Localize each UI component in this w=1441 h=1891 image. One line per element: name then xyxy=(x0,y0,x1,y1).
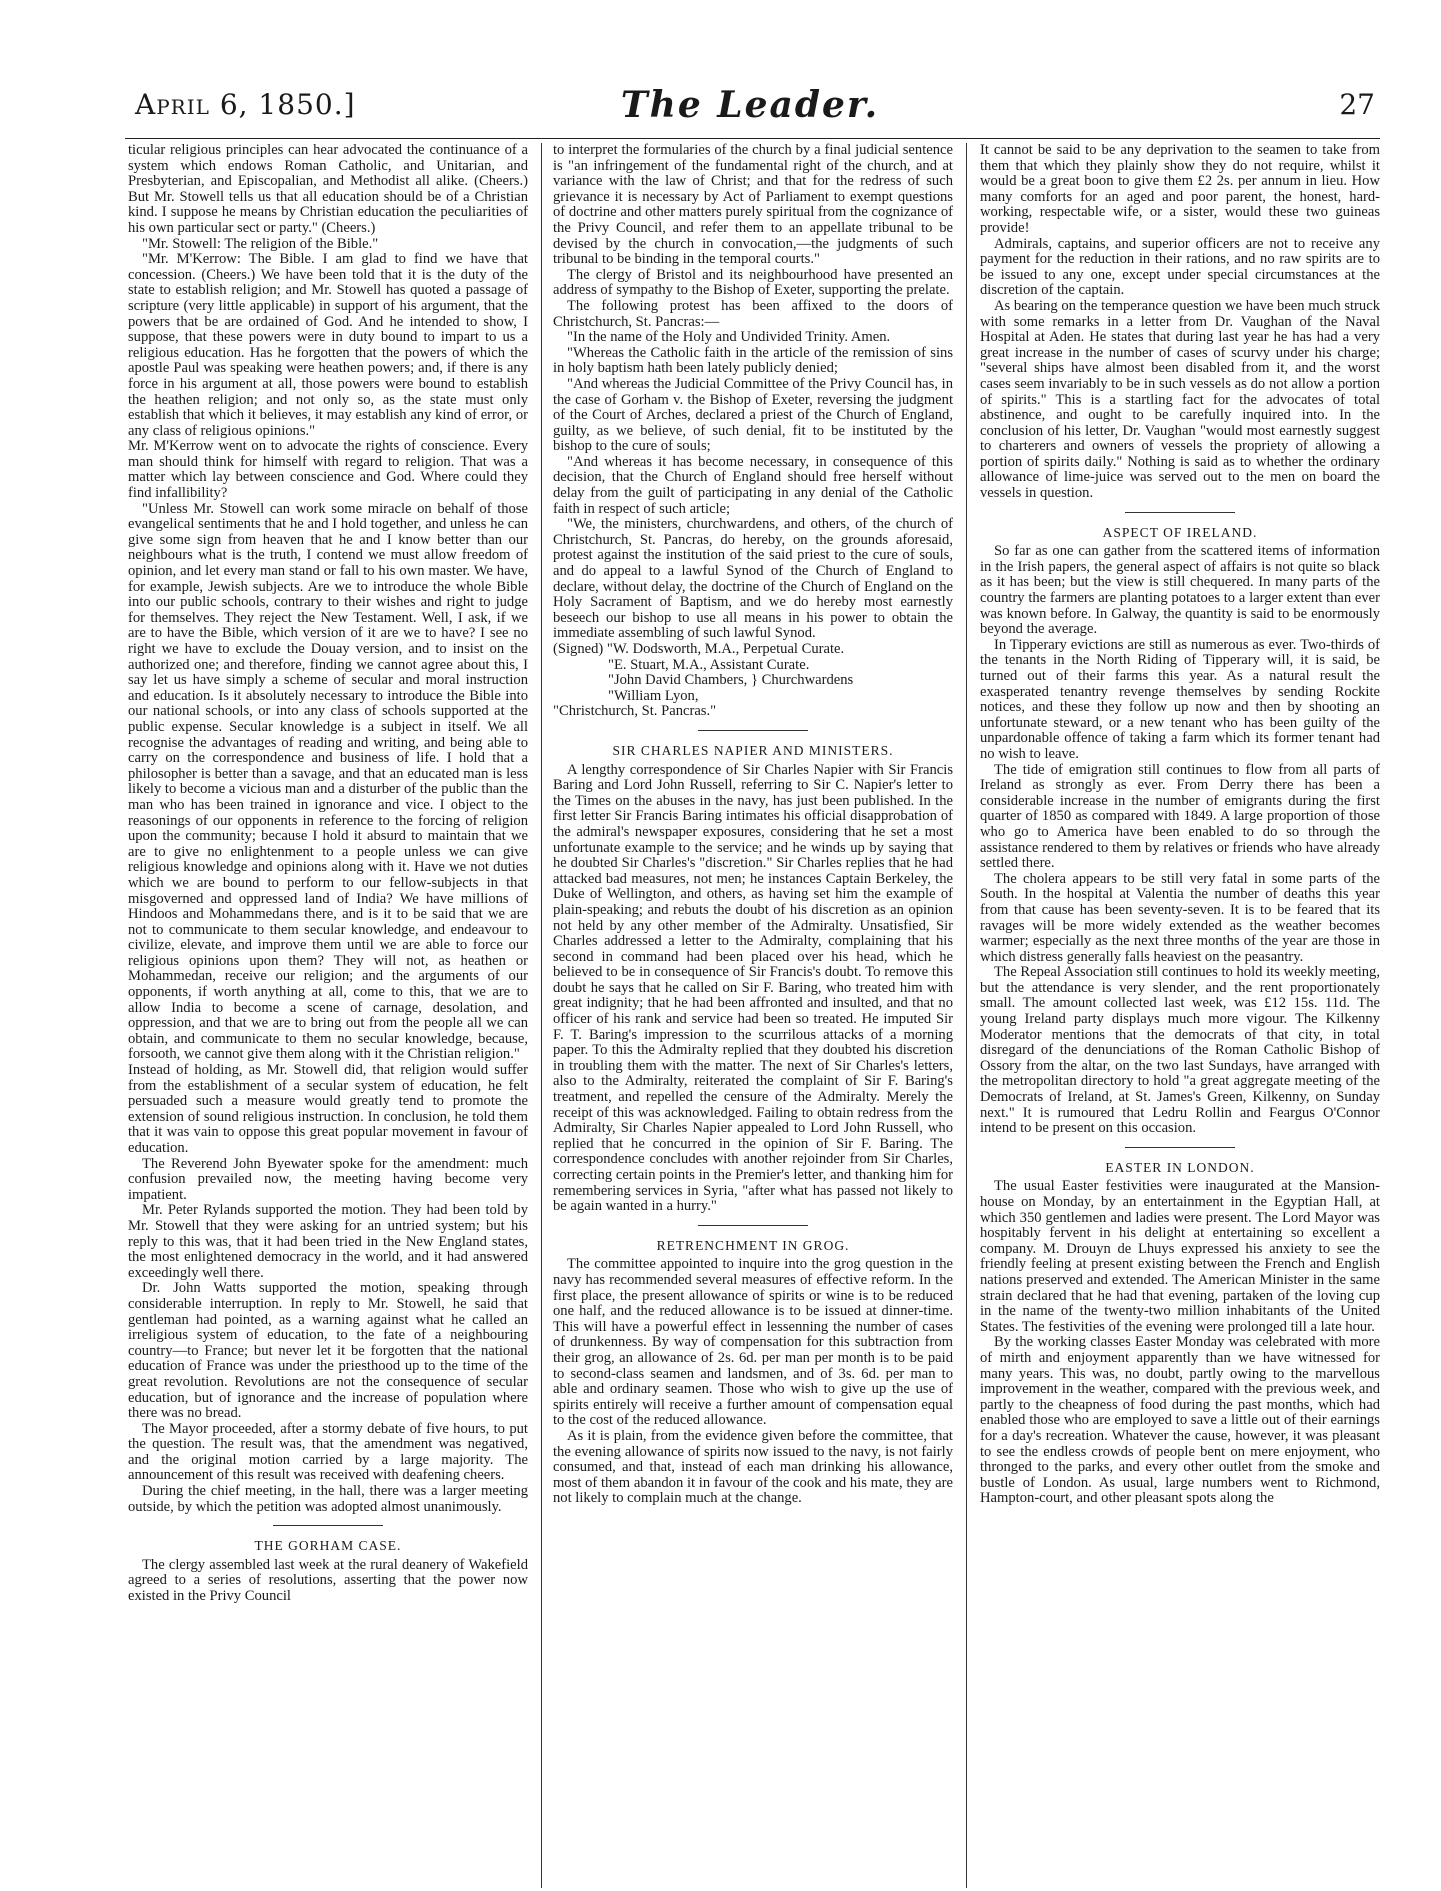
paragraph: The tide of emigration still continues to flow from all parts of Ireland as strongly as ever. From Derry there has been a considerable increase in the number of emigrants during the first quarter of 1850 as compared with 1849. A large proportion of those who go to America have been enabled to do so through the assistance rendered to them by relatives or friends who have already settled there. xyxy=(980,761,1380,872)
paragraph: As it is plain, from the evidence given before the committee, that the evening allowance of spirits now issued to the navy, is not fairly consumed, and that, instead of each man drinking his allowance, most of them abandon it in favour of the cook and his mate, they are not likely to complain much at the change. xyxy=(553,1427,953,1507)
paragraph: The Mayor proceeded, after a stormy debate of five hours, to put the question. The result was, that the amendment was negatived, and the original motion carried by a large majority. The announcement of this result was received with deafening cheers. xyxy=(128,1420,528,1484)
paragraph: The clergy assembled last week at the rural deanery of Wakefield agreed to a series of resolutions, asserting that the power now existed in the Privy Council xyxy=(128,1556,528,1605)
paragraph: Dr. John Watts supported the motion, speaking through considerable interruption. In reply to Mr. Stowell, he said that gentleman had pointed, as a warning against what he called an irreligious system of education, to the fate of a neighbouring country—to France; but never let it be forgotten that the national education of France was under the priesthood up to the time of the great revolution. Revolutions are not the consequence of secular education, but of ignorance and the increase of population where there was no bread. xyxy=(128,1280,528,1422)
paragraph: to interpret the formularies of the church by a final judicial sentence is "an infringement of the fundamental right of the church, and at variance with the law of Christ; and that for the redress of such grievance it is necessary by Act of Parliament to exempt questions of doctrine and other matters purely spiritual from the cognizance of the Privy Council, and refer them to an appellate tribunal to be devised by the church in convocation,—the judgments of such tribunal to be binding in the temporal courts." xyxy=(553,143,953,268)
paragraph: ticular religious principles can hear advocated the continuance of a system which endows Roman Catholic, and Unitarian, and Presbyterian, and Episcopalian, and Methodist all alike. (Cheers.) But Mr. Stowell tells us that all education should be of a Christian kind. I suppose he means by Christian education the peculiarities of his own particular sect or party." (Cheers.) xyxy=(128,143,528,236)
section-rule xyxy=(1125,512,1235,513)
section-heading-easter: EASTER IN LONDON. xyxy=(1105,1159,1255,1175)
paragraph: Mr. M'Kerrow went on to advocate the rights of conscience. Every man should think for himself with regard to religion. That was a matter which lay between conscience and God. Where could they find infallibility? xyxy=(128,438,528,502)
signatures xyxy=(553,642,953,720)
signature-line: "E. Stuart, M.A., Assistant Curate. xyxy=(608,656,810,673)
masthead-rule xyxy=(125,138,1380,139)
section-rule xyxy=(1125,1147,1235,1148)
paragraph: In Tipperary evictions are still as numerous as ever. Two-thirds of the tenants in the North Riding of Tipperary will, it is said, be turned out of their farms this year. As a natural result the exasperated tenantry revenge themselves by sending Rockite notices, and these they follow up now and then by shooting an unfortunate steward, or a new tenant who has been guilty of the unpardonable offence of taking a farm which its former tenant had no wish to leave. xyxy=(980,636,1380,762)
section-heading-grog: RETRENCHMENT IN GROG. xyxy=(656,1237,850,1253)
column-2 xyxy=(553,143,953,1883)
section-rule xyxy=(698,1225,808,1226)
paragraph: The following protest has been affixed to the doors of Christchurch, St. Pancras:— xyxy=(553,297,953,330)
paragraph: The usual Easter festivities were inaugurated at the Mansion-house on Monday, by an entertainment in the Egyptian Hall, at which 350 gentlemen and ladies were present. The Lord Mayor was hospitably fervent in his delight at entertaining so excellent a company. M. Drouyn de Lhuys expressed his anxiety to see the friendly feeling at present existing between the French and English nations preserved and extended. The American Minister in the same strain declared that he had that evening, partaken of the loving cup in the name of the twenty-two million inhabitants of the United States. The festivities of the evening were prolonged till a late hour. xyxy=(980,1178,1380,1335)
paragraph: "And whereas it has become necessary, in consequence of this decision, that the Church of England should free herself without delay from the guilt of participating in any denial of the Catholic faith in respect of such article; xyxy=(553,453,953,517)
paragraph: "Whereas the Catholic faith in the article of the remission of sins in holy baptism hath been lately publicly denied; xyxy=(553,344,953,377)
section-heading-napier: SIR CHARLES NAPIER AND MINISTERS. xyxy=(612,742,894,758)
signature-line: (Signed) "W. Dodsworth, M.A., Perpetual Curate. xyxy=(553,641,845,657)
paragraph: "In the name of the Holy and Undivided Trinity. Amen. xyxy=(567,329,891,346)
paragraph: "We, the ministers, churchwardens, and others, of the church of Christchurch, St. Pancras, do hereby, on the grounds aforesaid, protest against the institution of the said priest to the cure of souls, and do appeal to a lawful Synod of the Church of England to declare, without delay, the doctrine of the Church of England on the Holy Sacrament of Baptism, and we do hereby most earnestly beseech our bishop to use all means in his power to obtain the immediate assembling of such lawful Synod. xyxy=(553,516,953,642)
paragraph: Admirals, captains, and superior officers are not to receive any payment for the reduction in their rations, and no raw spirits are to be issued to any one, except under special circumstances at the discretion of the captain. xyxy=(980,235,1380,299)
paragraph: "Unless Mr. Stowell can work some miracle on behalf of those evangelical sentiments that he and I hold together, and unless he can give some sign from heaven that he and I know better than our neighbours what is the truth, I contend we must allow freedom of opinion, and let every man stand or fall to his own master. We have, for example, Jewish subjects. Are we to introduce the whole Bible into our public schools, contrary to their wishes and right to judge for themselves. They reject the New Testament. Well, I ask, if we are to have the Bible, which version of it are we to have? I see no right we have to exclude the Douay version, and to insist on the authorized one; and therefore, finding we cannot agree about this, I say let us have simply a scheme of secular and moral instruction and education. Is it absolutely necessary to introduce the Bible into our national schools, or into any class of schools supported at the public expense. Secular knowledge is a subject in itself. We all recognise the advantages of reading and writing, and being able to carry on the correspondence and business of life. I hold that a philosopher is better than a savage, and that an educated man is less likely to become a vicious man and a disturber of the public than the man who has been trained in ignorance and vice. I object to the reasonings of our opponents in reference to the forcing of religion upon the community; because I hold it absurd to maintain that we are to give no enlightenment to a people unless we can give religious knowledge and opinions along with it. Have we not duties which we are bound to perform to our fellow-subjects in that misgoverned and oppressed land of India? We have millions of Hindoos and Mohammedans there, and is it to be said that we are not to communicate to them secular knowledge, and endeavour to civilize, elevate, and improve them until we are able to force our religious opinions upon them? They will not, as heathen or Mohammedan, receive our religion; and the arguments of our opponents, if worth anything at all, come to this, that we are to allow India to become a scene of carnage, desolation, and oppression, and that we are to bring out from the people all we can obtain, and communicate to them no secular knowledge, because, forsooth, we cannot give them along with it the Christian religion." xyxy=(128,500,528,1063)
section-rule xyxy=(273,1525,383,1526)
paragraph: Mr. Peter Rylands supported the motion. They had been told by Mr. Stowell that they were asking for an untried system; but his reply to this was, that it had been tried in the New England states, the most enlightened democracy in the world, and it had answered exceedingly well there. xyxy=(128,1202,528,1281)
newspaper-title: The Leader. xyxy=(620,84,880,126)
paragraph: So far as one can gather from the scattered items of information in the Irish papers, the general aspect of affairs is not quite so black as it has been; but the view is still chequered. In many parts of the country the farmers are planting potatoes to a larger extent than ever was known before. In Galway, the quantity is said to be enormously beyond the average. xyxy=(980,543,1380,638)
issue-date: April 6, 1850.] xyxy=(135,88,356,121)
paragraph: During the chief meeting, in the hall, there was a larger meeting outside, by which the petition was adopted almost unanimously. xyxy=(128,1483,528,1515)
paragraph: "Mr. M'Kerrow: The Bible. I am glad to find we have that concession. (Cheers.) We have been told that it is the duty of the state to establish religion; and Mr. Stowell has quoted a passage of scripture (very little applicable) in support of his argument, that the powers that be are ordained of God. And he intended to show, I suppose, that these powers were in duty bound to impart to us a religious education. Has he forgotten that the powers of which the apostle Paul was speaking were heathen powers; and, if there is any force in his argument at all, those powers were bound to establish the heathen religion; and not only so, as the state must only establish that which it believes, it may establish any kind of error, or any class of religious opinions." xyxy=(128,251,528,439)
paragraph: Instead of holding, as Mr. Stowell did, that religion would suffer from the establishment of a secular system of education, he felt persuaded such a measure would greatly tend to promote the extension of sound religious instruction. In conclusion, he told them that it was vain to oppose this great popular movement in favour of education. xyxy=(128,1062,528,1156)
masthead xyxy=(125,84,1375,138)
section-rule xyxy=(698,730,808,731)
paragraph: The Repeal Association still continues to hold its weekly meeting, but the attendance is very slender, and the rent proportionately small. The amount collected last week, was £12 15s. 11d. The young Ireland party displays much more vigour. The Kilkenny Moderator mentions that the democrats of that city, in total disregard of the denunciations of the Roman Catholic Bishop of Ossory from the altar, on the two last Sundays, have arranged with the metropolitan directory to hold "a great aggregate meeting of the Democrats of Ireland, at St. James's Green, Kilkenny, on Sunday next." It is rumoured that Ledru Rollin and Feargus O'Connor intend to be present on this occasion. xyxy=(980,964,1380,1137)
column-1 xyxy=(128,143,528,1883)
page-number: 27 xyxy=(1339,88,1375,121)
section-heading-gorham: THE GORHAM CASE. xyxy=(254,1538,402,1554)
paragraph: The Reverend John Byewater spoke for the amendment: much confusion prevailed now, the meeting having become very impatient. xyxy=(128,1155,528,1203)
signature-line: "William Lyon, xyxy=(608,687,699,704)
paragraph: "Mr. Stowell: The religion of the Bible." xyxy=(142,235,379,252)
paragraph: It cannot be said to be any deprivation to the seamen to take from them that which they plainly show they do not require, whilst it would be a great boon to give them £2 2s. per annum in lieu. How many comforts for an aged and poor parent, the honest, hard-working, respectable wife, or a sister, would these two guineas provide! xyxy=(980,143,1380,236)
paragraph: As bearing on the temperance question we have been much struck with some remarks in a letter from Dr. Vaughan of the Naval Hospital at Aden. He states that during last year he has had a very great increase in the number of cases of scurvy under his charge; "several ships have almost been disabled from it, and the worst cases seem invariably to be in such vessels as do not allow a portion of spirits." This is a startling fact for the advocates of total abstinence, and ought to be carefully inquired into. In the conclusion of his letter, Dr. Vaughan "would most earnestly suggest to charterers and owners of vessels the propriety of allowing a portion of spirits daily." Nothing is said as to whether the ordinary allowance of lime-juice was served out to the men on board the vessels in question. xyxy=(980,297,1380,502)
paragraph: The cholera appears to be still very fatal in some parts of the South. In the hospital at Valentia the number of deaths this year from that cause has been seventy-seven. It is to be feared that its ravages will be more widely extended as the weather becomes warmer; especially as the next three months of the year are those in which distress generally falls heaviest on the peasantry. xyxy=(980,870,1380,965)
signature-line: "John David Chambers, } Churchwardens xyxy=(608,672,854,689)
section-heading-ireland: ASPECT OF IRELAND. xyxy=(1102,524,1258,540)
signature-line: "Christchurch, St. Pancras." xyxy=(553,703,717,720)
paragraph: The clergy of Bristol and its neighbourhood have presented an address of sympathy to the Bishop of Exeter, supporting the prelate. xyxy=(553,266,953,299)
paragraph: "And whereas the Judicial Committee of the Privy Council has, in the case of Gorham v. the Bishop of Exeter, reversing the judgment of the Court of Arches, declared a priest of the Church of England, guilty, as we believe, of such denial, fit to be instituted by the bishop to the cure of souls; xyxy=(553,375,953,455)
paragraph: The committee appointed to inquire into the grog question in the navy has recommended several measures of effective reform. In the first place, the present allowance of spirits or wine is to be reduced one half, and the reduced allowance is to be issued at dinner-time. This will have a powerful effect in lessenning the number of cases of drunkenness. By way of compensation for this subtraction from their grog, an allowance of 2s. 6d. per man per month is to be paid to second-class seamen and landsmen, and of 3s. 6d. per man to able and ordinary seamen. Those who wish to give up the use of spirits entirely will receive a further amount of compensation equal to the cost of the reduced allowance. xyxy=(553,1256,953,1429)
article-columns xyxy=(128,143,1383,1888)
column-3 xyxy=(980,143,1380,1883)
paragraph: By the working classes Easter Monday was celebrated with more of mirth and enjoyment apparently than we have witnessed for many years. This was, no doubt, partly owing to the marvellous improvement in the weather, compared with the previous week, and partly to the cheapness of food during the past months, which had enabled those who are employed to save a little out of their earnings for a day's recreation. Whatever the cause, however, it was pleasant to see the endless crowds of people bent on mere enjoyment, who thronged to the parks, and every other outlet from the smoke and bustle of London. As usual, large numbers went to Richmond, Hampton-court, and other pleasant spots along the xyxy=(980,1334,1380,1507)
paragraph: A lengthy correspondence of Sir Charles Napier with Sir Francis Baring and Lord John Russell, referring to Sir C. Napier's letter to the Times on the abuses in the navy, has just been published. In the first letter Sir Francis Baring intimates his official disapprobation of the admiral's newspaper exposures, considering that he set a most unfortunate example to the service; and he winds up by saying that he doubted Sir Charles's "discretion." Sir Charles replies that he had attacked bad measures, not men; he instances Captain Berkeley, the Duke of Wellington, and others, as having set him the example of plain-speaking; and rebuts the doubt of his discretion as an opinion not held by any other member of the Admiralty. Unsatisfied, Sir Charles addressed a letter to the Admiralty, complaining that his second in command had been placed over his head, which he believed to be in consequence of Sir Francis's doubt. To remove this doubt he says that he called on Sir F. Baring, who treated him with great indignity; that he had been affronted and insulted, and that no officer of his rank and service had been so treated. He imputed Sir F. T. Baring's impression to the scurrilous attacks of a morning paper. To this the Admiralty replied that they doubted his discretion in troubling them with the matter. The next of Sir Charles's letters, also to the Admiralty, reiterated the complaint of Sir F. Baring's treatment, and repelled the censure of the Admiralty. Merely the receipt of this was acknowledged. Failing to obtain redress from the Admiralty, Sir Charles Napier appealed to Lord John Russell, who replied that he concurred in the opinion of Sir F. Baring. The correspondence concludes with another rejoinder from Sir Charles, correcting certain points in the Premier's letter, and thanking him for remembering services in Syria, "after what has passed not likely to be again wanted in a hurry." xyxy=(553,761,953,1215)
